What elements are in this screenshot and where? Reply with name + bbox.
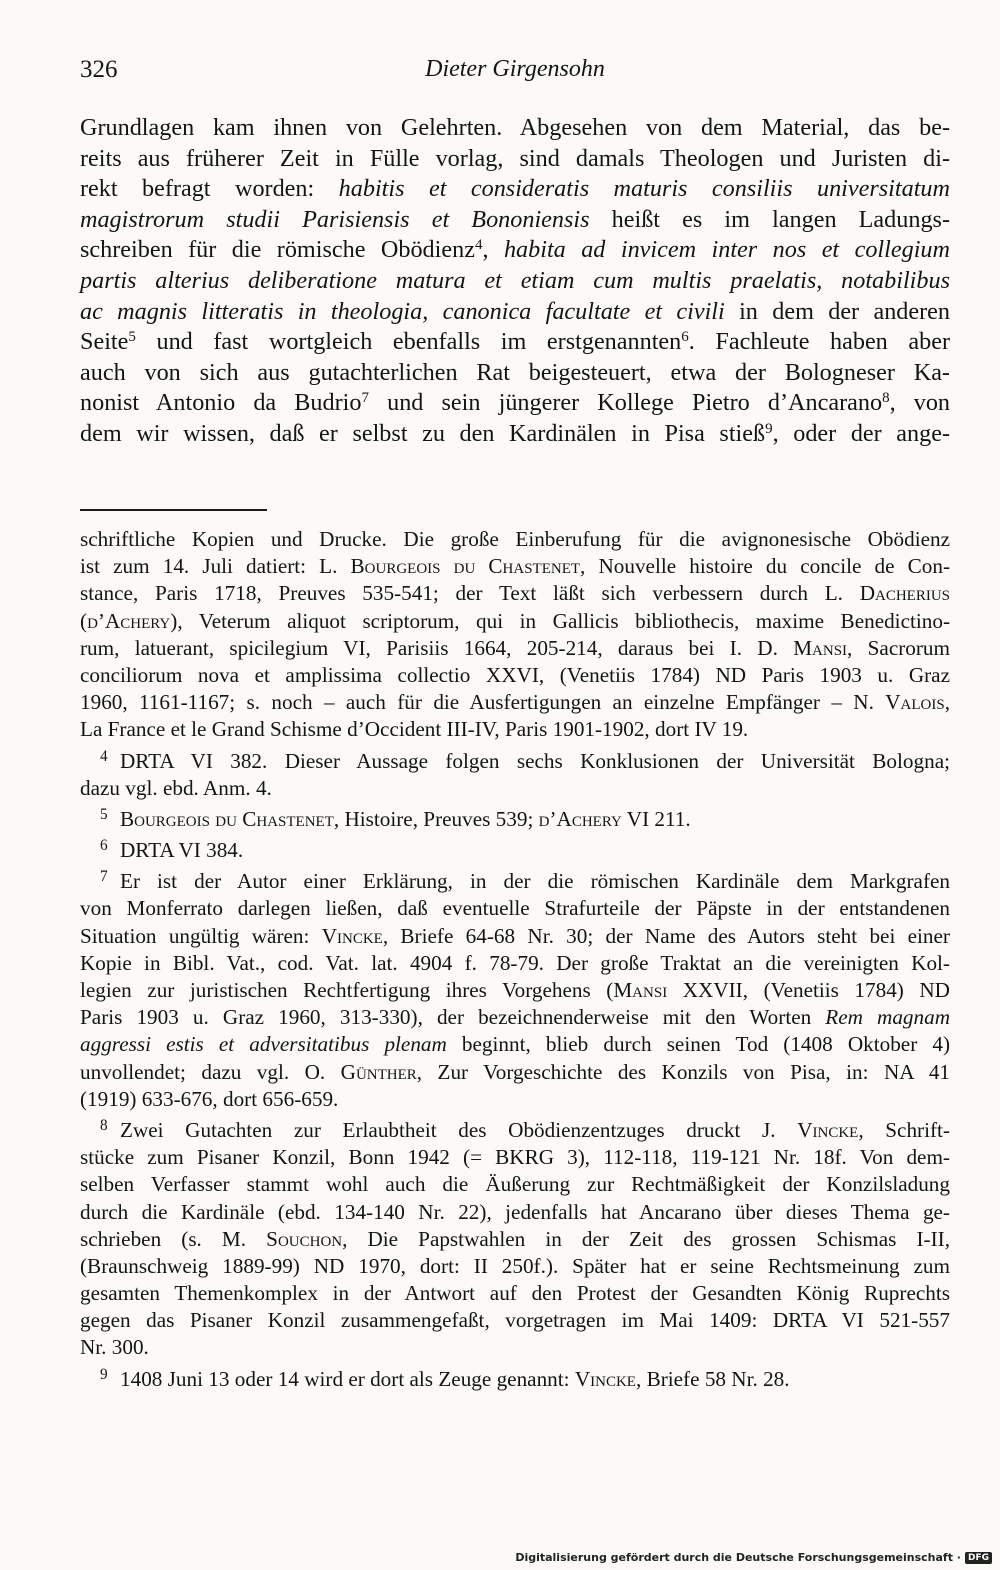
author-name: d’Achery (538, 806, 622, 831)
footnote-line (80, 950, 950, 977)
running-head (80, 56, 950, 96)
text-run: La France et le Grand Schisme d’Occident III-IV, Paris 1901-1902, dort IV 19. (80, 717, 749, 742)
text-run: stance, Paris 1718, Preuves 535-541; der Text läßt sich verbessern durch L. (80, 581, 860, 606)
footnote-ref: 9 (765, 420, 773, 437)
author-name: Vincke (321, 923, 383, 948)
text-line (80, 297, 950, 328)
footnote-line (80, 895, 950, 922)
text-run: Nr. 300. (80, 1335, 149, 1360)
footnote-line (80, 1199, 950, 1226)
page-number: 326 (80, 56, 118, 83)
footnote-line (80, 1031, 950, 1058)
text-run: , Sacrorum (847, 635, 950, 660)
footnote-6 (80, 837, 950, 864)
text-run: dem wir wissen, daß er selbst zu den Kardinälen in Pisa stieß (80, 419, 766, 447)
text-run: in dem der anderen (724, 297, 950, 325)
text-run: schriftliche Kopien und Drucke. Die große Einberufung für die avignonesische Obödienz (80, 527, 950, 551)
text-run: und sein jüngerer Kollege Pietro d’Ancarano (368, 389, 883, 417)
text-line (80, 144, 950, 175)
footnote-line (80, 662, 950, 689)
italic-text: habitis et consideratis maturis consiliis universitatum (338, 175, 950, 203)
footnote-line (80, 1086, 950, 1113)
footnote-line: 9 1408 Juni 13 oder 14 wird er dort als Zeuge genannt: Vincke, Briefe 58 Nr. 28. (100, 1365, 790, 1391)
footnote-line (80, 1334, 950, 1361)
text-run: XXVII, (Venetiis 1784) ND (667, 978, 950, 1002)
italic-text: habita ad invicem inter nos et collegium (503, 236, 950, 264)
text-line (80, 419, 950, 450)
text-run: gegen das Pisaner Konzil zusammengefaßt, vorgetragen im Mai 1409: DRTA VI 521-557 (80, 1308, 950, 1333)
footnote-8 (80, 1117, 950, 1362)
text-run: (Braunschweig 1889-99) ND 1970, dort: II 250f.). Später hat er seine Rechtsmeinung zum (80, 1253, 950, 1278)
footnote-line (80, 1171, 950, 1198)
footnote-line: 6 DRTA VI 384. (100, 837, 244, 863)
footnote-line (80, 1280, 950, 1307)
text-run: stücke zum Pisaner Konzil, Bonn 1942 (= BKRG 3), 112-118, 119-121 Nr. 18f. Von dem- (80, 1145, 950, 1170)
footnote-ref: 8 (882, 390, 890, 407)
text-run: , Nouvelle histoire du concile de Con- (580, 554, 950, 579)
text-run: (1919) 633-676, dort 656-659. (80, 1086, 339, 1111)
footnote-line: 7 Er ist der Autor einer Erklärung, in der die römischen Kardinäle dem Markgrafen (100, 868, 950, 894)
footnote-line: 4 DRTA VI 382. Dieser Aussage folgen sechs Konklusionen der Universität Bologna; (100, 747, 950, 773)
footnote-line (80, 1059, 950, 1086)
text-run: VI 211. (621, 806, 691, 831)
text-run: , (944, 690, 950, 715)
text-run: ), Veterum aliquot scriptorum, qui in Gallicis bibliothecis, maxime Benedictino- (170, 608, 950, 633)
author-name: Mansi (793, 635, 848, 660)
dfg-logo: DFG (965, 1552, 992, 1564)
text-run: auch von sich aus gutachterlichen Rat beigesteuert, etwa der Bologneser Ka- (80, 358, 950, 386)
text-run: von Monferrato darlegen ließen, daß eventuelle Strafurteile der Päpste in der entstandenen (80, 896, 950, 921)
text-line (80, 174, 950, 205)
footnote-line (80, 635, 950, 662)
footnote-line (80, 580, 950, 607)
author-name: Souchon (266, 1226, 343, 1251)
footnote-ref: 6 (681, 328, 689, 345)
running-head-author: Dieter Girgensohn (425, 56, 605, 82)
footnote-line: 8 Zwei Gutachten zur Erlaubtheit des Obödienzentzuges druckt J. Vincke, Schrift- (100, 1117, 950, 1142)
footnote-9 (80, 1366, 950, 1393)
italic-text: ac magnis litteratis in theologia, canonica facultate et civili (80, 297, 725, 325)
text-run: heißt es im langen Ladungs- (589, 205, 951, 233)
text-run: reits aus früherer Zeit in Fülle vorlag, sind damals Theologen und Juristen di- (80, 144, 950, 172)
author-name: Mansi (613, 978, 668, 1002)
text-run: 1960, 1161-1167; s. noch – auch für die Ausfertigungen an einzelne Empfänger – N. (80, 690, 886, 715)
text-run: nonist Antonio da Budrio (80, 389, 362, 417)
footnote-line (80, 923, 950, 950)
footnote-line (80, 553, 950, 580)
text-run: beginnt, blieb durch seinen Tod (1408 Oktober 4) (446, 1032, 950, 1057)
text-run: schrieben (s. M. (80, 1226, 267, 1251)
footnotes (80, 526, 950, 1397)
italic-text: Rem magnam (825, 1005, 951, 1030)
text-run: und fast wortgleich ebenfalls im erstgenannten (135, 328, 682, 356)
italic-text: magistrorum studii Parisiensis et Bononiensis (80, 205, 590, 233)
text-run: . Fachleute haben aber (688, 328, 950, 356)
author-name: Vincke (797, 1117, 859, 1142)
author-name: Dacherius (859, 581, 950, 606)
text-run: Zwei Gutachten zur Erlaubtheit des Obödienzentzuges druckt J. (120, 1117, 798, 1142)
text-run: , Die Papstwahlen in der Zeit des grossen Schismas I-II, (342, 1226, 950, 1251)
author-name: d’Achery (87, 608, 171, 633)
author-name: Vincke (574, 1366, 636, 1391)
footnote-line (80, 775, 950, 802)
italic-text: aggressi estis et adversitatibus plenam (80, 1032, 447, 1057)
text-run: rekt befragt worden: (80, 175, 339, 203)
text-run: dazu vgl. ebd. Anm. 4. (80, 775, 272, 800)
text-run: , (482, 236, 504, 264)
footnote-ref: 4 (474, 237, 483, 254)
author-name: Bourgeois du Chastenet (350, 554, 581, 579)
footnote-line (80, 977, 950, 1004)
text-line (80, 235, 950, 266)
text-line (80, 388, 950, 419)
text-run: Grundlagen kam ihnen von Gelehrten. Abgesehen von dem Material, das be- (80, 114, 950, 141)
text-run: conciliorum nova et amplissima collectio XXVI, (Venetiis 1784) ND Paris 1903 u. Graz (80, 662, 950, 687)
text-run: Situation ungültig wären: (80, 923, 322, 948)
text-line (80, 327, 950, 358)
text-line (80, 358, 950, 389)
text-run: Kopie in Bibl. Vat., cod. Vat. lat. 4904 f. 78-79. Der große Traktat an die vereinigten Kol- (80, 950, 950, 975)
footnote-line: 5 Bourgeois du Chastenet, Histoire, Preuves 539; d’Achery VI 211. (100, 806, 691, 831)
digitization-note: Digitalisierung gefördert durch die Deutsche Forschungsgemeinschaft · (515, 1551, 961, 1564)
footnote-line (80, 526, 950, 553)
footnote-line (80, 608, 950, 635)
text-run: ( (80, 608, 88, 633)
footnote-ref: 7 (361, 390, 369, 407)
author-name: Bourgeois du Chastenet (120, 806, 334, 831)
footnote-ref: 5 (128, 328, 136, 345)
text-run: , von (889, 389, 951, 417)
text-run: , Briefe 64-68 Nr. 30; der Name des Autors steht bei einer (382, 923, 950, 948)
text-run: Paris 1903 u. Graz 1960, 313-330), der bezeichnenderweise mit den Worten (80, 1005, 826, 1030)
footnote-line (80, 1144, 950, 1171)
text-run: gesamten Themenkomplex in der Antwort auf den Protest der Gesandten König Ruprechts (80, 1281, 950, 1306)
text-run: DRTA VI 382. Dieser Aussage folgen sechs Konklusionen der Universität Bologna; (120, 748, 950, 773)
text-run: , Schrift- (858, 1117, 950, 1142)
footnote-7 (80, 868, 950, 1113)
footnote-4 (80, 748, 950, 802)
text-run: durch die Kardinäle (ebd. 134-140 Nr. 22), jedenfalls hat Ancarano über dieses Thema ge- (80, 1199, 950, 1224)
text-run: selben Verfasser stammt wohl auch die Äußerung zur Rechtmäßigkeit der Konzilsladung (80, 1172, 950, 1197)
text-run: ist zum 14. Juli datiert: L. (80, 554, 351, 579)
digitization-credit (515, 1551, 992, 1564)
footnote-5 (80, 806, 950, 833)
text-run: , Zur Vorgeschichte des Konzils von Pisa, in: NA 41 (416, 1059, 951, 1084)
text-run: unvollendet; dazu vgl. O. (80, 1059, 341, 1084)
text-run: schreiben für die römische Obödienz (80, 236, 475, 264)
text-run: DRTA VI 384. (120, 838, 244, 863)
author-name: Valois (885, 690, 945, 715)
footnote-line (80, 1226, 950, 1253)
footnote-line (80, 1004, 950, 1031)
author-name: Günther (340, 1059, 417, 1084)
text-run: Seite (80, 328, 129, 356)
text-line (80, 205, 950, 236)
footnote-continued (80, 526, 950, 744)
text-run: , Histoire, Preuves 539; (333, 806, 539, 831)
text-run: rum, latuerant, spicilegium VI, Parisiis 1664, 205-214, daraus bei I. D. (80, 635, 794, 660)
footnote-line (80, 716, 950, 743)
footnote-line (80, 1253, 950, 1280)
text-run: Er ist der Autor einer Erklärung, in der die römischen Kardinäle dem Markgrafen (120, 869, 950, 894)
text-run: 1408 Juni 13 oder 14 wird er dort als Zeuge genannt: (120, 1366, 575, 1391)
text-line (80, 113, 950, 144)
footnote-line (80, 689, 950, 716)
footnote-separator (80, 509, 267, 511)
text-run: , oder der ange- (772, 419, 951, 447)
italic-text: partis alterius deliberatione matura et etiam cum multis praelatis, notabilibus (80, 266, 950, 294)
text-line (80, 266, 950, 297)
text-run: legien zur juristischen Rechtfertigung ihres Vorgehens ( (80, 978, 614, 1002)
footnote-line (80, 1307, 950, 1334)
text-run: , Briefe 58 Nr. 28. (635, 1366, 790, 1391)
main-text (80, 113, 950, 450)
